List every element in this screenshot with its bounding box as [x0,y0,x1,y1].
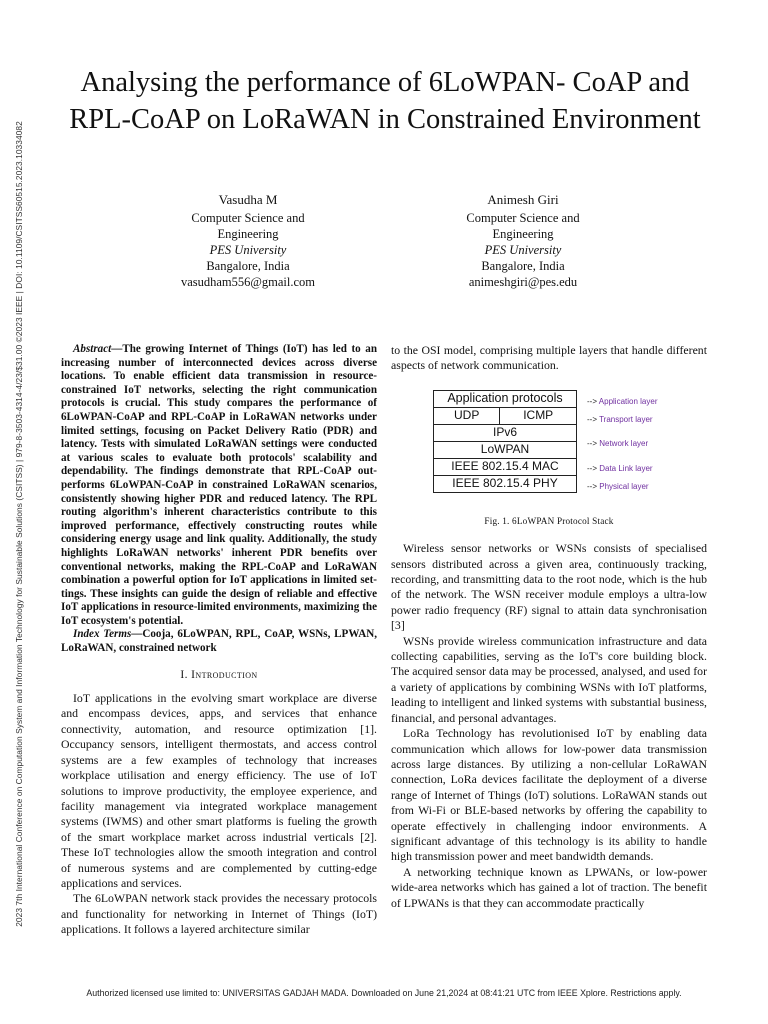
body-paragraph: Wireless sensor networks or WSNs consists of specialised sensors distributed across a given area, continuously tracking, recording, and transmitting data to the root node, which is the hub of the network. The WSN receiver module employs a ultra-low power radio frequency (RF) signal to attain data synchronisation [3] [391,541,707,633]
abstract [61,343,377,628]
index-terms-label: Index Terms [73,628,132,641]
stack-row-transport [434,407,577,424]
author-email: vasudham556@gmail.com [180,275,316,289]
layer-label-application [587,394,657,409]
author-name: Animesh Giri [487,192,559,207]
stack-row-network [434,424,577,441]
arrow: --> [587,438,597,448]
author-block-2 [403,192,643,290]
author-location: Bangalore, India [481,259,565,273]
stack-row-lowpan [434,441,577,458]
layer-label-datalink [587,461,653,476]
author-university: PES University [484,243,562,257]
author-dept: Computer Science and [466,211,580,225]
author-dept: Engineering [492,227,554,241]
author-block-1 [128,192,368,290]
author-name: Vasudha M [218,192,278,207]
author-university: PES University [209,243,287,257]
abstract-text: —The growing Internet of Things (IoT) has led to an increasing number of interconnected devices across diverse locations. To enable efficient data transmission in resource-constrained IoT networks, selecting the right communication protocols is crucial. This study compares the performance of 6LoWPAN-CoAP and RPL-CoAP in LoRaWAN networks under limited settings, focusing on Packet Delivery Ratio (PDR) and latency. Tests with simulated LoRaWAN settings were conducted at various scales to evaluate both protocols' scalability and dependability. The findings demonstrate that RPL-CoAP out-performs 6LoWPAN-CoAP in constrained LoRaWAN scenarios, consistently showing higher PDR and reduced latency. The RPL routing algorithm's inherent characteristics contribute to this improved performance, effectively constructing routes while considering energy usage and link quality. Additionally, the study highlights LoRaWAN networks' inherent PDR benefits over conventional networks, making the RPL-CoAP and LoRaWAN combination a powerful option for IoT applications in limited set-tings. These insights can guide the design of reliable and effective IoT applications in resource-limited environments, maximizing the IoT ecosystem's potential. [61,343,377,627]
index-terms-text: —Cooja, 6LoWPAN, RPL, CoAP, WSNs, LPWAN, LoRaWAN, constrained network [61,628,377,655]
abstract-label: Abstract [73,343,112,355]
arrow: --> [587,414,597,424]
stack-cell: IEEE 802.15.4 PHY [434,475,577,492]
layer-label-network [587,436,648,451]
stack-cell: IEEE 802.15.4 MAC [434,458,577,475]
body-paragraph: WSNs provide wireless communication infrastructure and data collecting capabilities, serving as the IoT's core building block. The acquired sensor data may be processed, analysed, and used for a variety of applications by combining WSNs with IoT platforms, leading to intelligent and linked systems with substantial business, financial, and personal advantages. [391,633,707,725]
layer-label-text: Network layer [599,438,649,448]
left-column [61,343,377,938]
author-dept: Computer Science and [191,211,305,225]
author-dept: Engineering [217,227,279,241]
layer-label-text: Data Link layer [599,463,653,473]
figure-protocol-stack [391,380,707,508]
body-paragraph: to the OSI model, comprising multiple layers that handle different aspects of network communication. [391,343,707,373]
body-paragraph: IoT applications in the evolving smart workplace are diverse and encompass devices, apps, and services that enhance connectivity, automation, and resource optimization [1]. Occupancy sensors, intelligent thermostats, and access control systems are a few examples of technology that increases workplace utilisation and energy efficiency. The use of IoT solutions to improve productivity, the employee experience, and facility management via integrated workplace management systems (IWMS) and other smart platforms is fueling the growth of the smart workplace market across industrial verticals [2]. These IoT technologies allow the smooth integration and control of numerous systems and are complemented by cutting-edge applications and services. [61,691,377,890]
arrow: --> [587,396,597,406]
author-email: animeshgiri@pes.edu [468,275,578,289]
right-column [391,343,707,911]
stack-cell: LoWPAN [434,441,577,458]
arrow: --> [587,463,597,473]
stack-cell: ICMP [500,407,577,424]
layer-label-text: Application layer [598,396,658,406]
arrow: --> [587,481,597,491]
layer-label-physical [587,479,649,494]
stack-row-phy [434,475,577,492]
license-footer: Authorized licensed use limited to: UNIVERSITAS GADJAH MADA. Downloaded on June 21,2024 at 08:41:21 UTC from IEEE Xplore. Restrictions apply. [86,988,682,998]
stack-cell: UDP [434,407,500,424]
stack-row-mac [434,458,577,475]
figure-caption: Fig. 1. 6LoWPAN Protocol Stack [484,515,614,526]
layer-label-transport [587,412,653,427]
body-paragraph: A networking technique known as LPWANs, or low-power wide-area networks which has gained a lot of traction. The benefit of LPWANs is that they can accommodate practically [391,864,707,910]
body-paragraph: LoRa Technology has revolutionised IoT by enabling data communication which allows for low-power data transmission across large distances. By utilizing a non-cellular LoRaWAN connection, LoRa devices facilitate the deployment of a diverse range of Internet of Things (IoT) solutions. LoRaWAN stands out from Wi-Fi or BLE-based networks by offering the capability to operate effectively in challenging indoor environments. A significant advantage of this technology is its ability to handle high transmission power and meet bandwidth demands. [391,726,707,864]
body-paragraph: The 6LoWPAN network stack provides the necessary protocols and functionality for networking in Internet of Things (IoT) applications. It follows a layered architecture similar [61,891,377,937]
index-terms [61,628,377,655]
section-heading-introduction: I. Introduction [180,668,258,681]
layer-label-text: Physical layer [599,481,649,491]
author-location: Bangalore, India [206,259,290,273]
layer-label-text: Transport layer [599,414,653,424]
paper-title: Analysing the performance of 6LoWPAN- CoAP and RPL-CoAP on LoRaWAN in Constrained Environment [69,67,701,135]
stack-row-application [434,390,577,407]
stack-cell: IPv6 [434,424,577,441]
side-banner-doi: 2023 7th International Conference on Computation System and Information Technology for Sustainable Solutions (CSITSS) | 979-8-3503-4314-4/23/$31.00 ©2023 IEEE | DOI: 10.1109/CSITSS60515.2023.10334082 [14,121,24,927]
stack-cell: Application protocols [434,390,577,407]
protocol-stack-table [433,390,577,493]
